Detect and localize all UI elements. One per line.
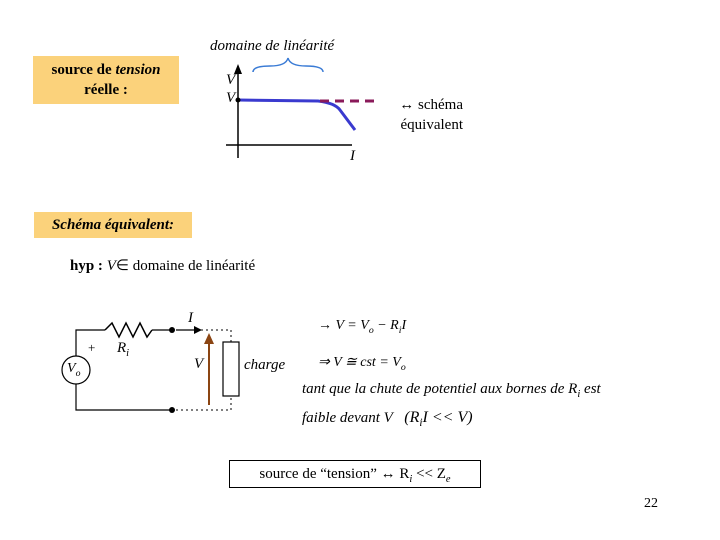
- resistor-label: [117, 340, 129, 359]
- eq1-sub2: i: [398, 325, 402, 336]
- eq1-sub: o: [368, 325, 374, 336]
- eq1-arrow: →: [318, 318, 332, 333]
- wire-bottom: [76, 384, 172, 410]
- source-box-line2: réelle :: [84, 82, 128, 98]
- load-label: charge: [244, 357, 286, 373]
- hyp-in: ∈: [115, 258, 129, 274]
- equiv-label-2: équivalent: [400, 117, 463, 133]
- domain-label: domaine de linéarité: [210, 38, 335, 54]
- cond-expr-tail: I << V): [422, 409, 473, 426]
- footer-box: [229, 460, 481, 488]
- resistor-zigzag: [105, 323, 152, 337]
- cond-line2: faible devant V: [302, 410, 393, 426]
- page-number: 22: [644, 496, 658, 511]
- voltage-arrow-head: [204, 333, 214, 344]
- cond-expr-sub: i: [419, 417, 423, 429]
- footer-sub2: e: [445, 474, 451, 485]
- v-axis-arrow: [234, 64, 242, 74]
- eq2-sub: o: [400, 362, 406, 373]
- terminal-top: [169, 327, 175, 333]
- equiv-arrow: ↔: [399, 97, 415, 113]
- schema-title: Schéma équivalent:: [34, 212, 192, 238]
- hyp-line: [70, 256, 255, 275]
- condition-text: [302, 378, 682, 435]
- plus-sign: +: [88, 340, 96, 355]
- equation-2: [318, 354, 406, 373]
- load-wire-top: [176, 330, 231, 342]
- source-label: [67, 361, 80, 379]
- equation-1: [318, 318, 406, 336]
- cond-expr-r: (R: [404, 409, 420, 426]
- current-label: I: [188, 310, 193, 326]
- voltage-label: V: [194, 356, 204, 372]
- eq2-lhs: V ≅ cst = V: [333, 355, 401, 370]
- axis-i-label: I: [350, 148, 355, 164]
- cond-line1-sub: i: [577, 389, 581, 400]
- eq1-rest: − R: [373, 318, 399, 333]
- v0-dot: [236, 98, 241, 103]
- cond-line1-end: est: [580, 381, 601, 397]
- footer-sub: i: [409, 474, 413, 485]
- eq1-tail: I: [401, 318, 407, 333]
- eq1-lhs: V = V: [335, 318, 369, 333]
- footer-tail: << Z: [412, 466, 446, 482]
- hyp-text: domaine de linéarité: [132, 258, 256, 274]
- hyp-var: V: [106, 258, 116, 274]
- resistor-r: R: [117, 340, 127, 356]
- source-v: V: [67, 361, 76, 376]
- axis-v0-label: V: [226, 90, 236, 106]
- terminal-bottom: [169, 407, 175, 413]
- source-box-line1b: tension: [115, 62, 161, 78]
- characteristic-curve: [238, 100, 355, 130]
- equivalent-label: [385, 95, 463, 135]
- hyp-prefix: hyp :: [70, 258, 103, 274]
- eq2-arrow: ⇒: [318, 355, 330, 370]
- domain-brace: [253, 58, 323, 72]
- axis-v-top-label: V: [226, 72, 236, 88]
- source-box-line1a: source de: [51, 62, 116, 78]
- load-wire-bottom: [176, 396, 231, 410]
- resistor-sub: i: [126, 348, 130, 359]
- load-box: [223, 342, 239, 396]
- cond-line1: tant que la chute de potentiel aux bornes de R: [302, 381, 578, 397]
- cond-expr: [404, 409, 473, 429]
- equiv-label-1: schéma: [418, 97, 463, 113]
- source-sub: o: [75, 368, 81, 379]
- footer-text: source de “tension” ↔ R: [259, 466, 410, 482]
